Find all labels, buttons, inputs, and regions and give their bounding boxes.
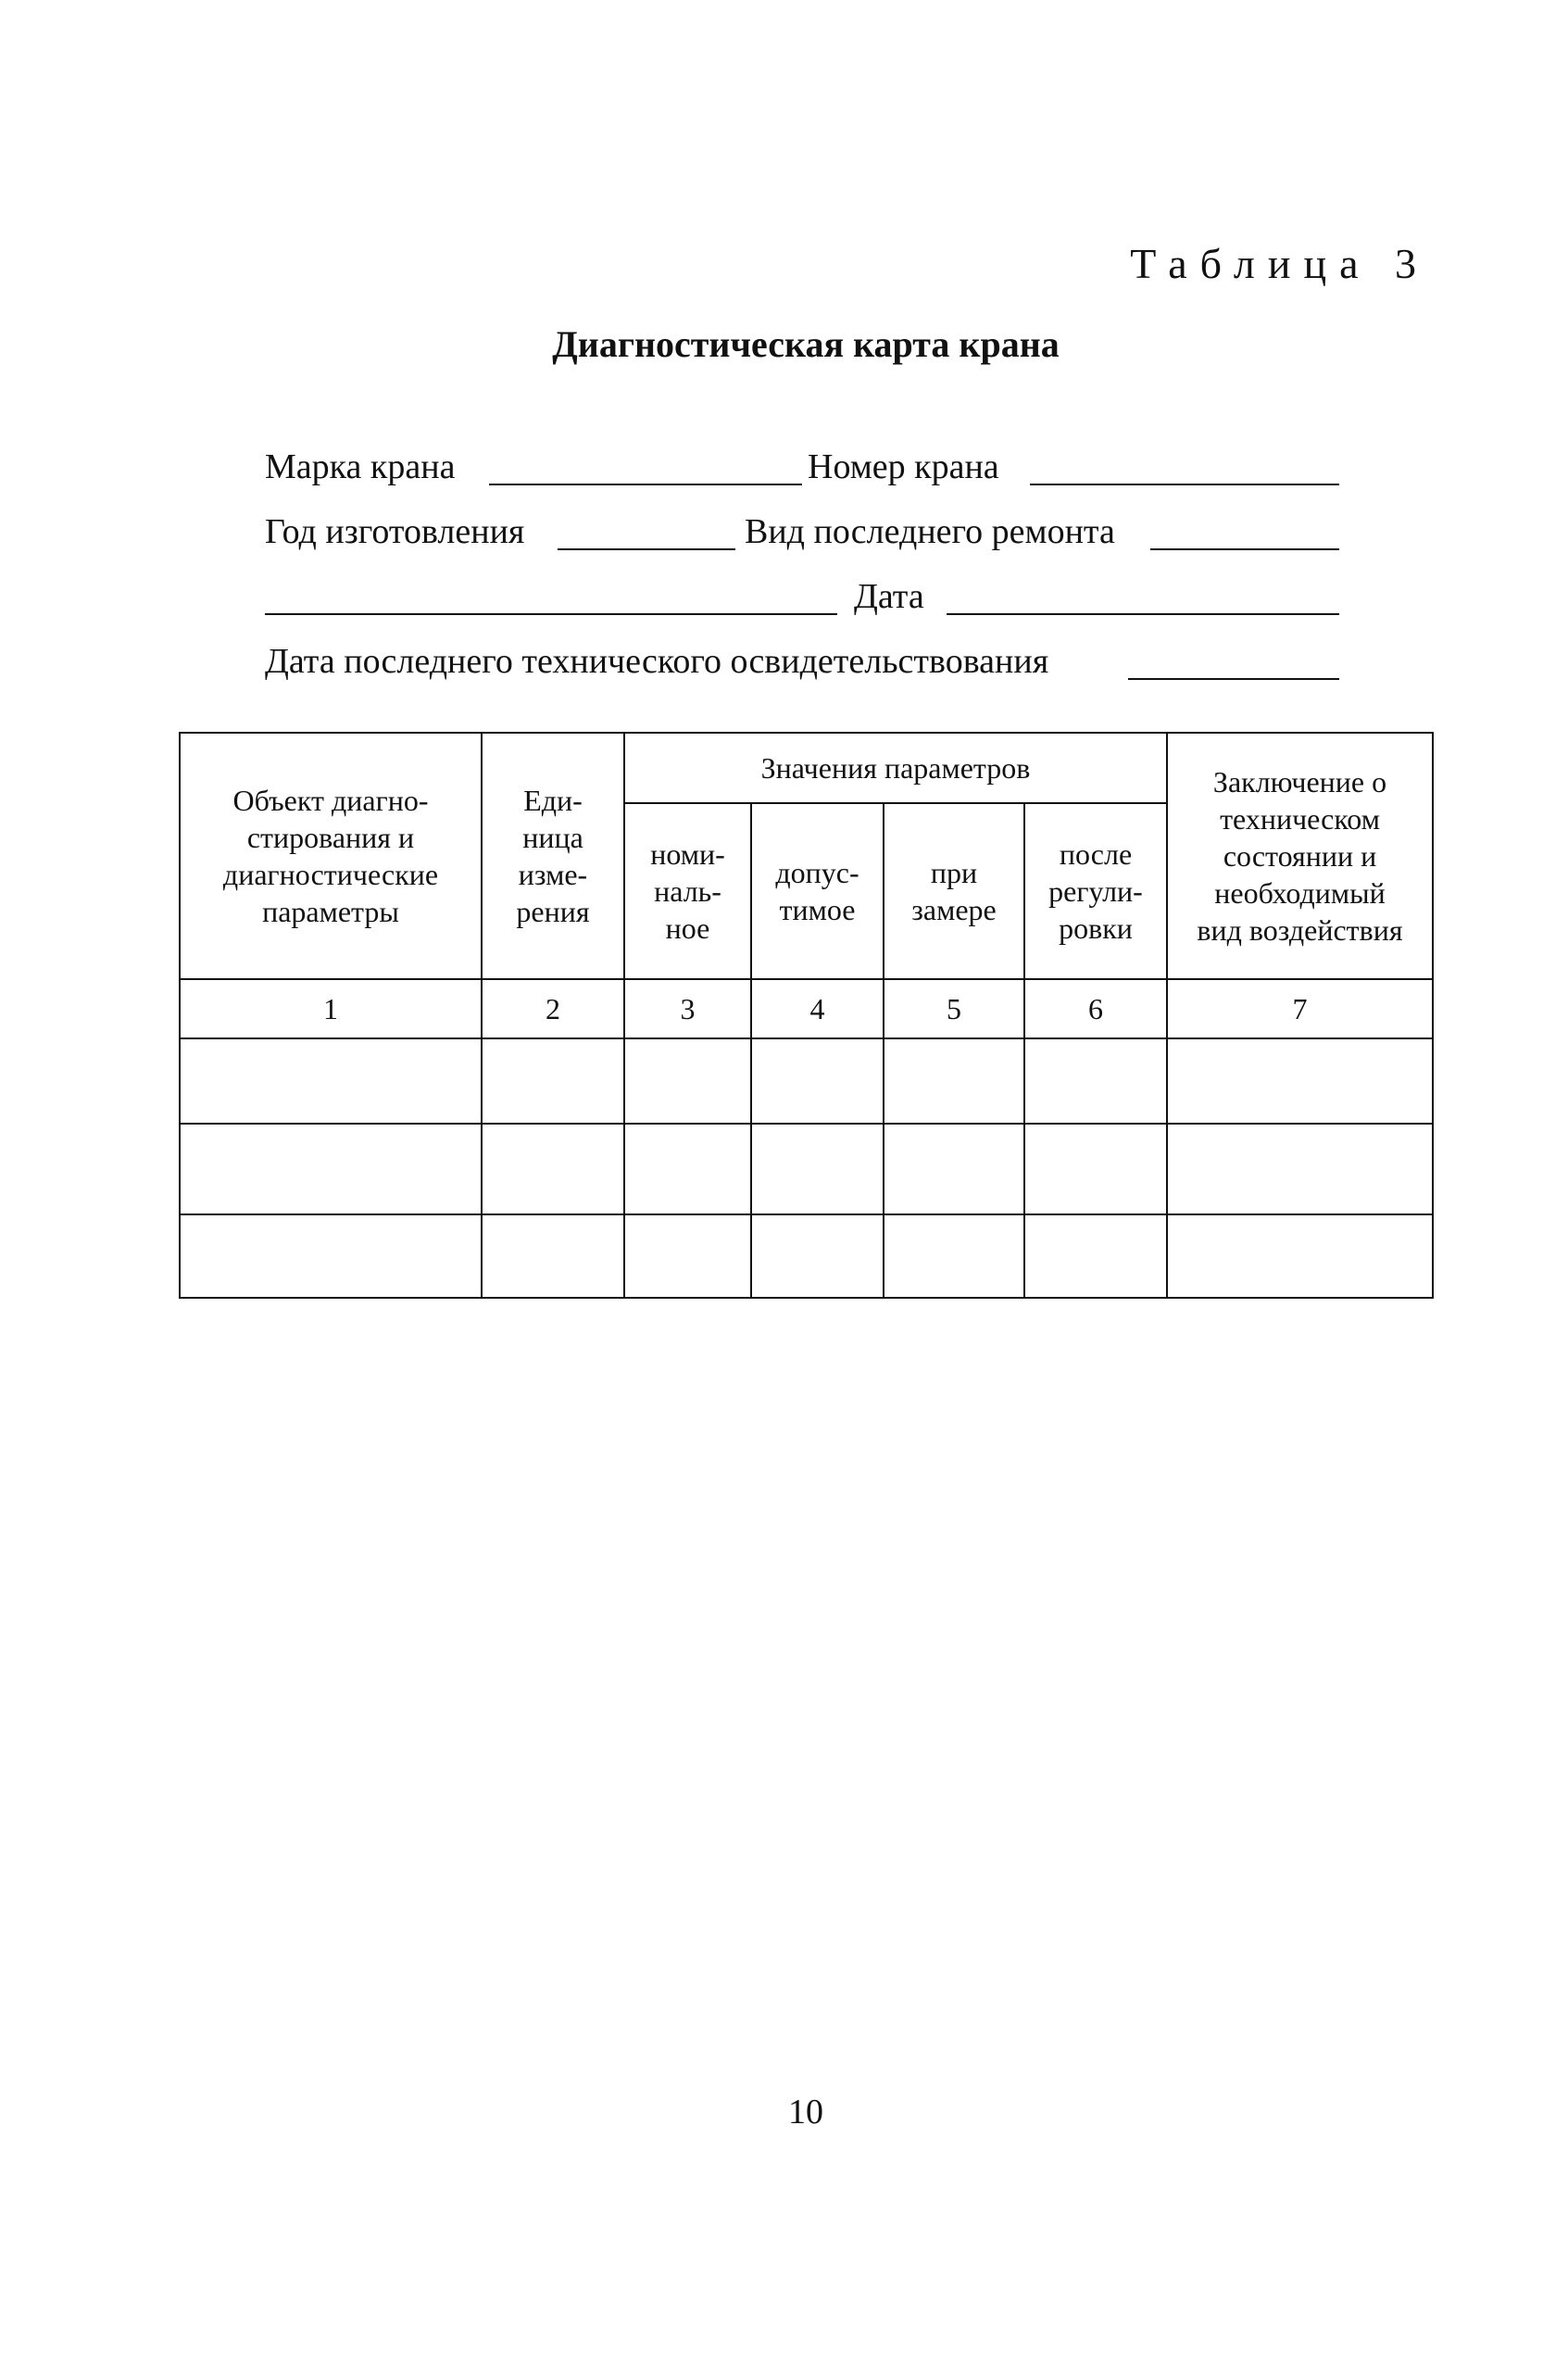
table-label: Таблица 3 [1130,240,1429,287]
table-row-1-cell-1[interactable] [181,1039,481,1123]
last-inspection-label: Дата последнего технического освидетельствования [265,642,1049,681]
header-allowed: допус- тимое [775,856,859,926]
last-inspection-blank[interactable] [1128,678,1339,680]
page-number: 10 [788,2093,823,2131]
last-repair-blank[interactable] [1150,548,1339,550]
header-conclusion: Заключение о техническом состоянии и необходимый вид воздействия [1197,765,1403,947]
date-blank[interactable] [947,613,1339,615]
year-made-blank[interactable] [558,548,735,550]
table-row-3-cell-4[interactable] [752,1215,883,1297]
table-row-3-cell-2[interactable] [483,1215,623,1297]
table-row-1-cell-6[interactable] [1025,1039,1166,1123]
table-row-2-cell-1[interactable] [181,1125,481,1213]
table-row-2-cell-6[interactable] [1025,1125,1166,1213]
table-row-1-cell-3[interactable] [625,1039,750,1123]
table-row-2-cell-5[interactable] [884,1125,1023,1213]
form-line-inspection [265,637,1339,685]
diagnostic-table [179,732,1434,1299]
last-repair-label: Вид последнего ремонта [745,512,1115,551]
crane-number-label: Номер крана [808,447,999,486]
table-row-1-cell-4[interactable] [752,1039,883,1123]
header-param-values: Значения параметров [760,751,1031,785]
column-number: 1 [323,992,338,1025]
table-row-3-cell-6[interactable] [1025,1215,1166,1297]
form-line-brand-number [265,443,1339,491]
table-row-2-cell-7[interactable] [1168,1125,1432,1213]
form-line-year-repair [265,508,1339,556]
column-number: 4 [809,992,825,1025]
crane-brand-blank[interactable] [489,484,802,485]
document-title: Диагностическая карта крана [552,323,1060,365]
crane-brand-label: Марка крана [265,447,456,486]
table-row-3-cell-5[interactable] [884,1215,1023,1297]
column-number: 7 [1292,992,1308,1025]
form-line-date [265,572,1339,621]
year-made-label: Год изготовления [265,512,525,551]
table-row-3-cell-1[interactable] [181,1215,481,1297]
column-number: 2 [546,992,560,1025]
table-row-1-cell-7[interactable] [1168,1039,1432,1123]
header-after-adjust: после регули- ровки [1048,837,1143,945]
table-row-3-cell-3[interactable] [625,1215,750,1297]
table-row-3-cell-7[interactable] [1168,1215,1432,1297]
header-nominal: номи- наль- ное [650,837,725,945]
column-number: 3 [680,992,696,1025]
column-number: 6 [1088,992,1103,1025]
crane-number-blank[interactable] [1030,484,1339,485]
table-row-2-cell-4[interactable] [752,1125,883,1213]
column-number: 5 [947,992,961,1025]
header-measured: при замере [911,856,997,926]
table-row-1-cell-5[interactable] [884,1039,1023,1123]
date-label: Дата [854,577,924,616]
header-object: Объект диагно- стирования и диагностические параметры [222,784,439,928]
table-row-1-cell-2[interactable] [483,1039,623,1123]
repair-details-blank[interactable] [265,613,837,615]
table-row-2-cell-3[interactable] [625,1125,750,1213]
table-row-2-cell-2[interactable] [483,1125,623,1213]
header-unit: Еди- ница изме- рения [516,784,590,928]
